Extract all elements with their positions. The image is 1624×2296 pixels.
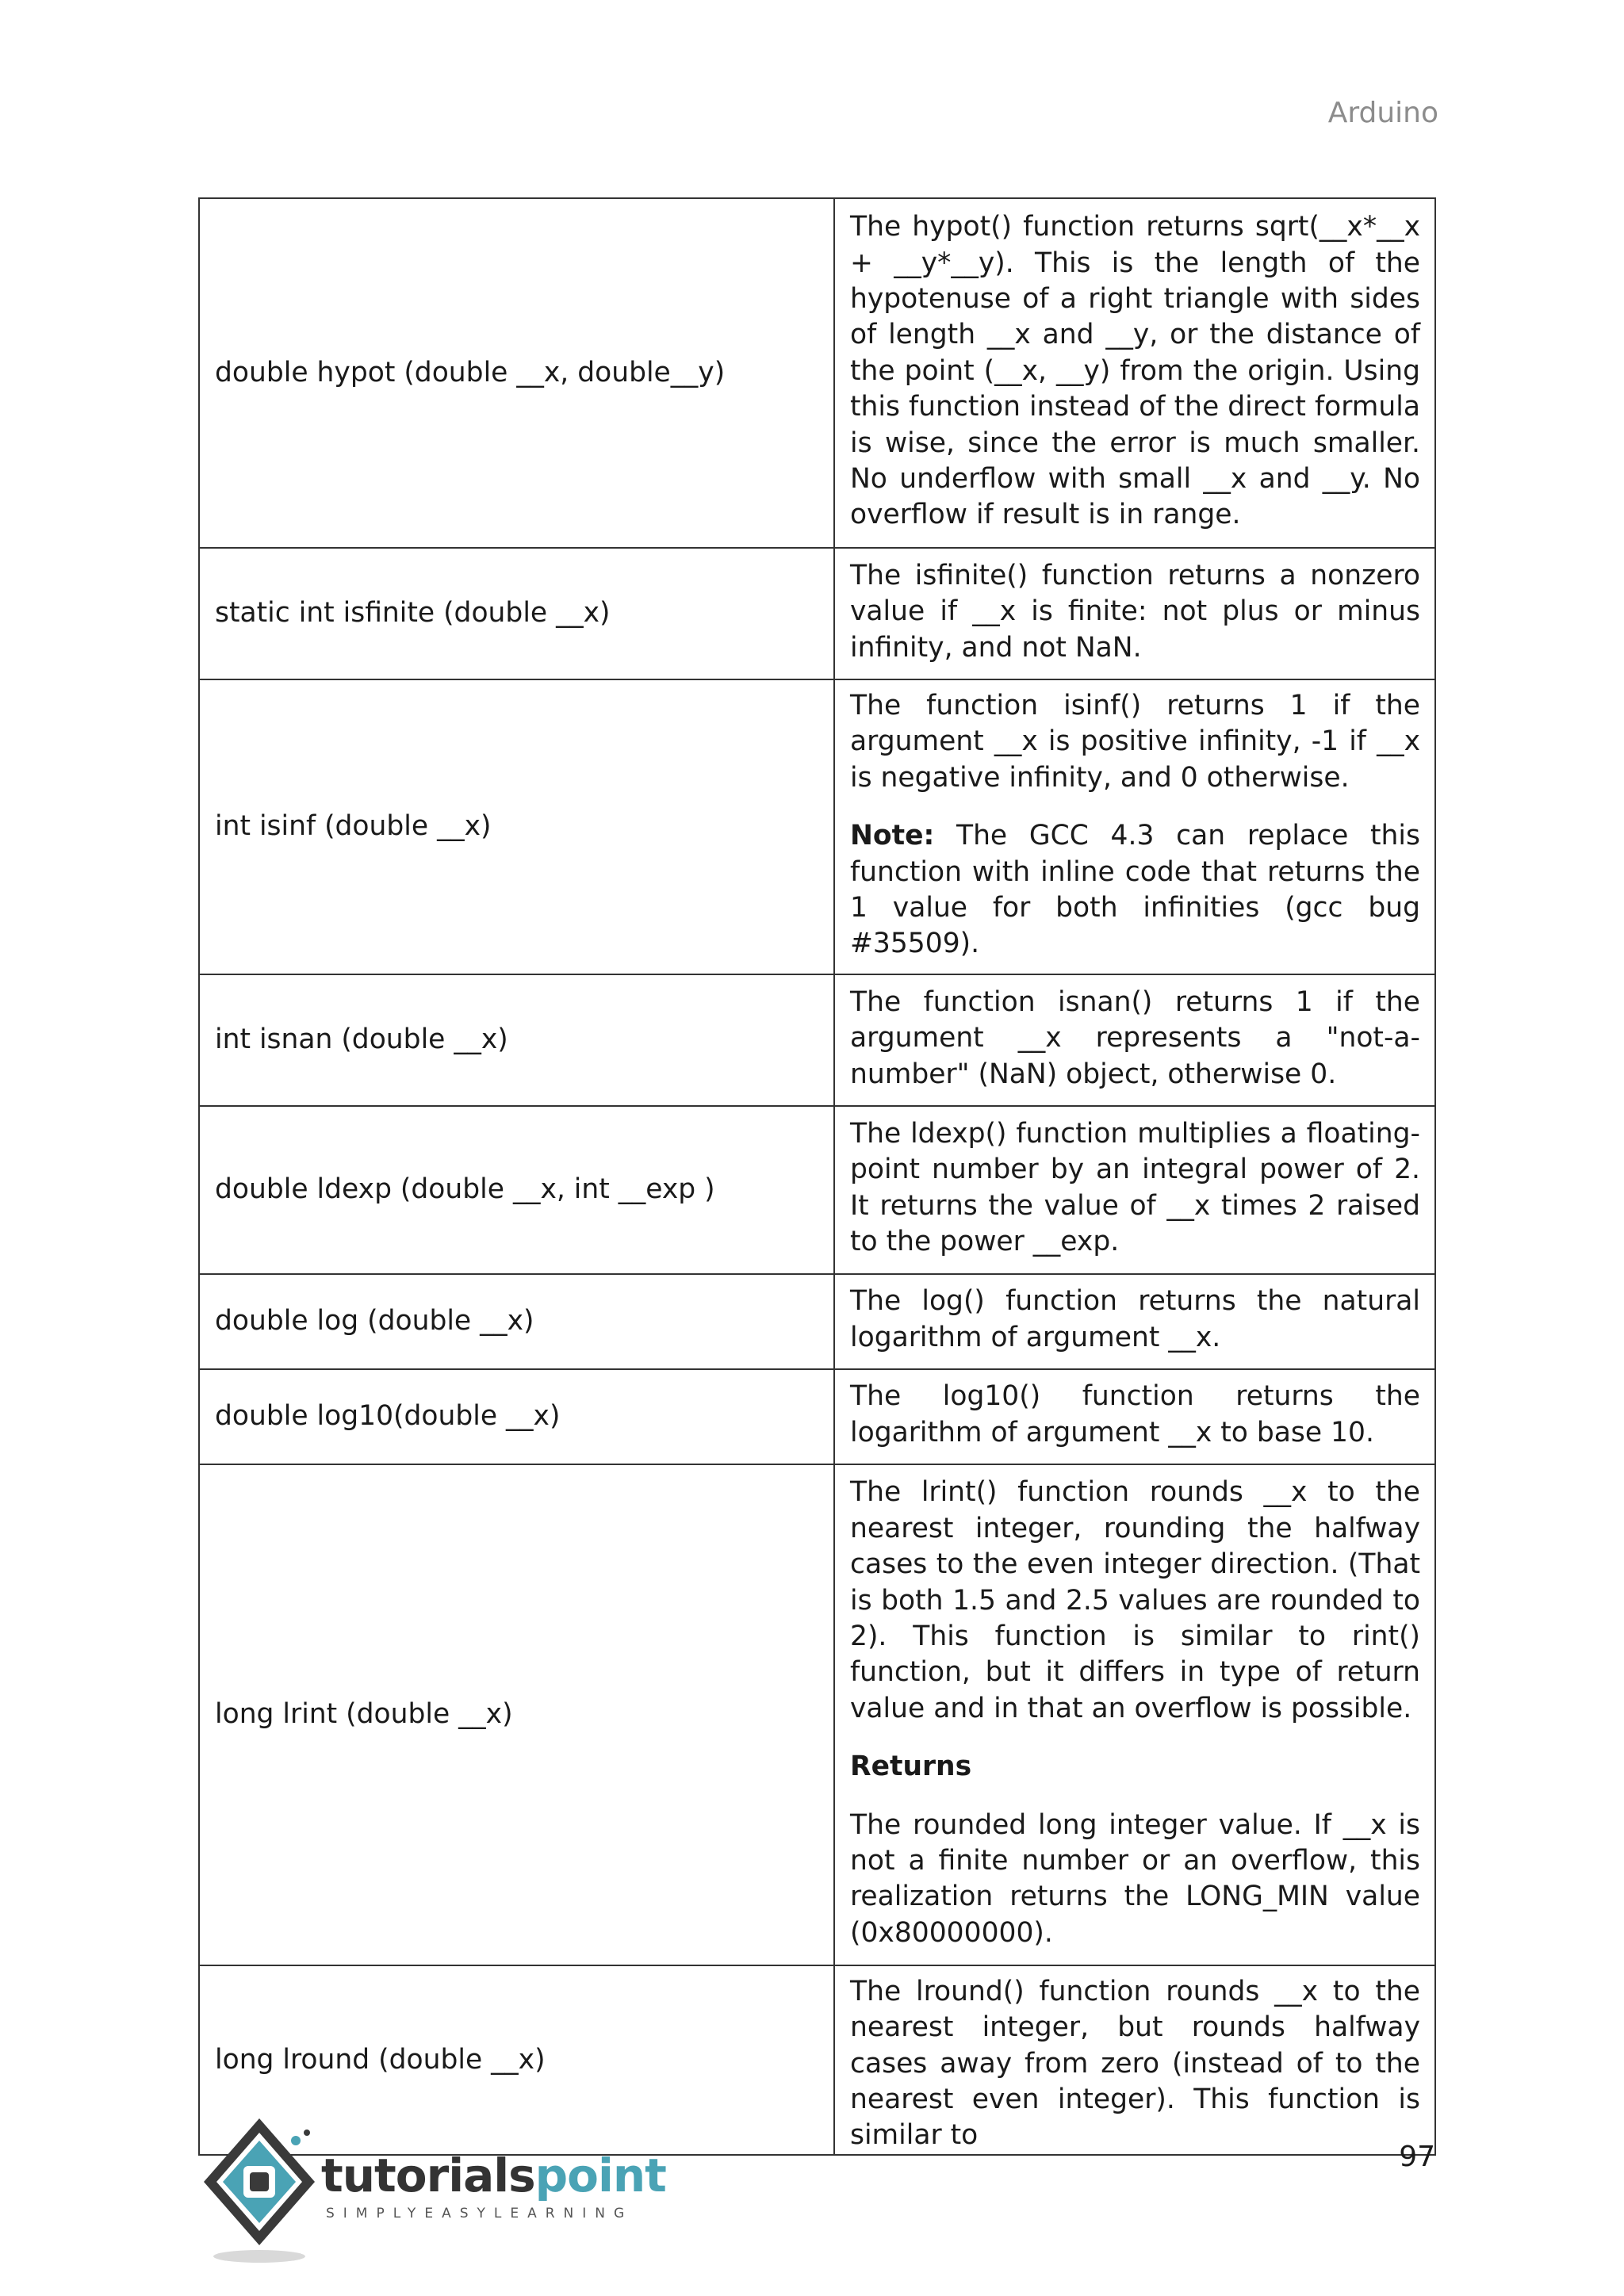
table-row	[199, 974, 1435, 1106]
table-row	[199, 679, 1435, 974]
function-signature: long lrint (double __x)	[199, 1464, 834, 1965]
note-paragraph	[850, 818, 1420, 962]
function-signature: double log (double __x)	[199, 1274, 834, 1369]
returns-text: The rounded long integer value. If __x is not a finite number or an overflow, this realization returns the LONG_MIN value (0x80000000).	[850, 1808, 1420, 1949]
table-row	[199, 1369, 1435, 1464]
function-description	[834, 1106, 1435, 1274]
function-description	[834, 1274, 1435, 1369]
table-row	[199, 1106, 1435, 1274]
note-text: The GCC 4.3 can replace this function with inline code that returns the 1 value for both infinities (gcc bug #35509).	[850, 820, 1420, 960]
function-table	[198, 197, 1436, 2156]
description-text: The lrint() function rounds __x to the nearest integer, rounding the halfway cases to the even integer direction. (That is both 1.5 and 2.5 values are rounded to 2). This function is similar to rint() function, but it differs in type of return value and in that an overflow is possible.	[850, 1476, 1420, 1724]
function-description	[834, 1464, 1435, 1965]
logo-diamond-icon	[194, 2109, 329, 2267]
function-signature: static int isfinite (double __x)	[199, 548, 834, 679]
function-description	[834, 1369, 1435, 1464]
note-label: Note:	[850, 820, 935, 852]
description-text: The hypot() function returns sqrt(__x*__x + __y*__y). This is the length of the hypotenuse of a right triangle with sides of length __x and __y, or the distance of the point (__x, __y) from the origin. Using this function instead of the direct formula is wise, since the error is much smaller. No underflow with small __x and __y. No overflow if result is in range.	[850, 211, 1420, 531]
description-text: The function isinf() returns 1 if the argument __x is positive infinity, -1 if __x is negative infinity, and 0 otherwise.	[850, 690, 1420, 794]
running-header: Arduino	[1327, 97, 1438, 129]
function-signature: long lround (double __x)	[199, 1965, 834, 2155]
function-description	[834, 679, 1435, 974]
description-text: The function isnan() returns 1 if the argument __x represents a "not-a-number" (NaN) object, otherwise 0.	[850, 985, 1420, 1090]
table-row	[199, 1274, 1435, 1369]
table-row	[199, 1464, 1435, 1965]
description-text: The lround() function rounds __x to the nearest integer, but rounds halfway cases away from zero (instead of to the nearest even integer). This function is similar to	[850, 1975, 1420, 2152]
description-text: The log() function returns the natural logarithm of argument __x.	[850, 1285, 1420, 1353]
function-description	[834, 974, 1435, 1106]
table-row	[199, 198, 1435, 548]
description-text: The ldexp() function multiplies a floating-point number by an integral power of 2. It returns the value of __x times 2 raised to the power __exp.	[850, 1118, 1420, 1258]
logo-wordmark	[321, 2149, 666, 2202]
page-number: 97	[1399, 2141, 1435, 2173]
logo-word-point: point	[534, 2149, 666, 2202]
function-signature: double ldexp (double __x, int __exp )	[199, 1106, 834, 1274]
description-text: The log10() function returns the logarithm of argument __x to base 10.	[850, 1380, 1420, 1448]
function-signature: int isinf (double __x)	[199, 679, 834, 974]
tutorialspoint-logo	[194, 2109, 666, 2267]
function-description	[834, 198, 1435, 548]
function-description	[834, 1965, 1435, 2155]
logo-word-tutorials: tutorials	[321, 2149, 535, 2202]
table-row	[199, 548, 1435, 679]
function-signature: double hypot (double __x, double__y)	[199, 198, 834, 548]
logo-tagline: SIMPLYEASYLEARNING	[326, 2206, 634, 2221]
function-description	[834, 548, 1435, 679]
returns-heading: Returns	[850, 1751, 972, 1783]
function-signature: int isnan (double __x)	[199, 974, 834, 1106]
description-text: The isfinite() function returns a nonzero value if __x is finite: not plus or minus infinity, and not NaN.	[850, 559, 1420, 664]
function-signature: double log10(double __x)	[199, 1369, 834, 1464]
